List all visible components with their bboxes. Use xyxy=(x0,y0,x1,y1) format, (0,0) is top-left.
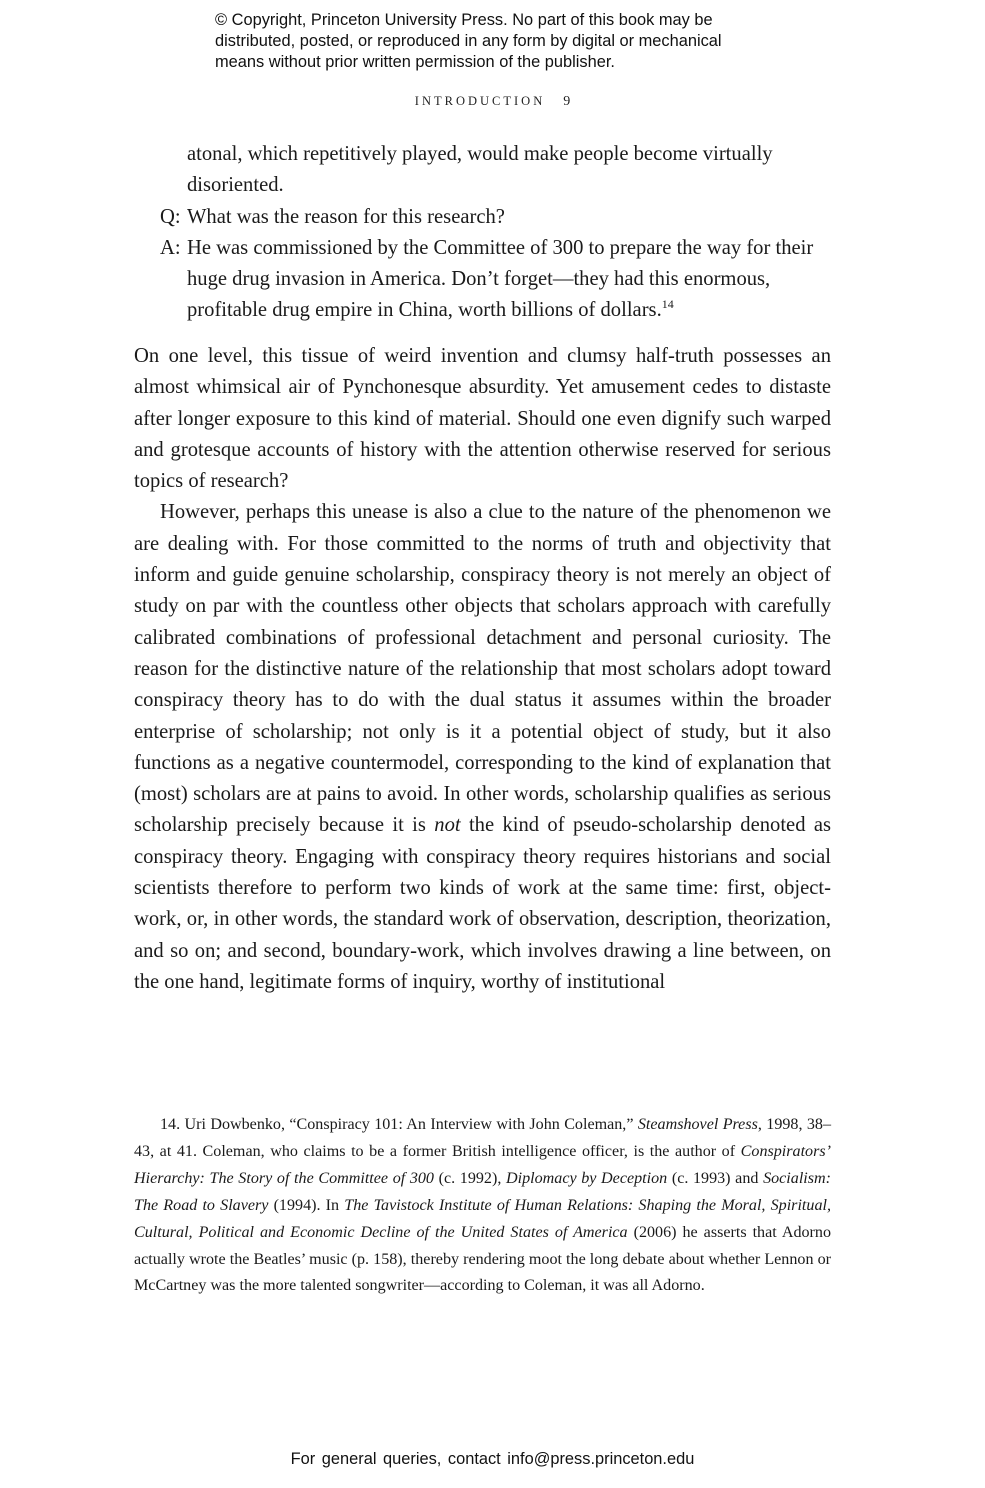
footnote-title: Conspirators’ Hierarchy: The Story of the Committee of 300 xyxy=(134,1142,831,1187)
copyright-line: distributed, posted, or reproduced in any form by digital or mechanical xyxy=(215,32,722,50)
footnote-text: (c. 1993) and xyxy=(671,1169,759,1187)
footnote-title: Steamshovel Press xyxy=(637,1116,758,1133)
footer-contact: For general queries, contact info@press.princeton.edu xyxy=(290,1450,695,1468)
paragraph xyxy=(134,497,831,998)
footnote-text: (1994). In xyxy=(273,1196,340,1214)
footnote-marker: 14 xyxy=(661,297,674,312)
footnote-text: , 1998, 38–43, at 41. Coleman, who claims to be a former British intelligence officer, is the author of xyxy=(134,1116,832,1160)
answer-text: He was commissioned by the Committee of 300 to prepare the way for their huge drug invasion in America. Don’t forget—they had this enormous, profitable drug empire in China, worth billions of dollars. xyxy=(187,236,814,322)
running-head xyxy=(0,94,985,110)
footnote-title: Diplomacy by Deception xyxy=(506,1169,668,1187)
copyright-notice xyxy=(215,10,835,73)
footnote-14 xyxy=(134,1112,831,1300)
paragraph-text: However, perhaps this unease is also a clue to the nature of the phenomenon we are dealing with. For those committed to the norms of truth and objectivity that inform and guide genuine scholarship, conspiracy theory is not merely an object of study on par with the countless other objects that scholars approach with carefully calibrated combinations of professional detachment and personal curiosity. The reason for the distinctive nature of the relationship that most scholars adopt toward conspiracy theory has to do with the dual status it assumes within the broader enterprise of scholarship; not only is it a potential object of study, but it also functions as a negative countermodel, corresponding to the kind of explanation that (most) scholars are at pains to avoid. In other words, scholarship qualifies as serious scholarship precisely because it is xyxy=(134,501,831,837)
footnote-text: (c. 1992), xyxy=(438,1169,502,1187)
answer-continuation: atonal, which repetitively played, would make people become virtually disoriented. xyxy=(187,143,773,197)
running-head-section: INTRODUCTION xyxy=(414,94,546,108)
question-line xyxy=(134,202,831,233)
copyright-line: means without prior written permission of the publisher. xyxy=(215,53,615,71)
footnote-title: Socialism: The Road to Slavery xyxy=(134,1169,832,1214)
footnote-text: 14. Uri Dowbenko, “Conspiracy 101: An Interview with John Coleman,” xyxy=(160,1116,634,1133)
paragraph-text: the kind of pseudo-scholarship denoted as conspiracy theory. Engaging with conspiracy theory requires historians and social scientists therefore to perform two kinds of work at the same time: first, object-work, or, in other words, the standard work of observation, description, theorization, and so on; and second, boundary-work, which involves drawing a line between, on the one hand, legitimate forms of inquiry, worthy of institutional xyxy=(134,814,831,993)
emphasis-text: not xyxy=(434,814,461,837)
footnote-text: (2006) he asserts that Adorno actually wrote the Beatles’ music (p. 158), thereby rendering moot the long debate about whether Lennon or McCartney was the more talented songwriter—according to Coleman, it was all Adorno. xyxy=(134,1223,831,1295)
answer-tag: A: xyxy=(160,236,181,259)
page-number: 9 xyxy=(563,94,571,109)
paragraph: On one level, this tissue of weird invention and clumsy half-truth possesses an almost whimsical air of Pynchonesque absurdity. Yet amusement cedes to distaste after longer exposure to this kind of material. Should one even dignify such warped and grotesque accounts of history with the attention otherwise reserved for serious topics of research? xyxy=(134,345,831,493)
copyright-line: © Copyright, Princeton University Press. No part of this book may be xyxy=(215,11,713,29)
answer-line xyxy=(134,233,831,327)
question-text: What was the reason for this research? xyxy=(187,205,505,228)
footnote-title: The Tavistock Institute of Human Relations: Shaping the Moral, Spiritual, Cultural, Political and Economic Decline of the United States of America xyxy=(134,1196,831,1241)
interview-excerpt xyxy=(134,139,831,327)
question-tag: Q: xyxy=(160,205,181,228)
body-text xyxy=(134,341,831,998)
